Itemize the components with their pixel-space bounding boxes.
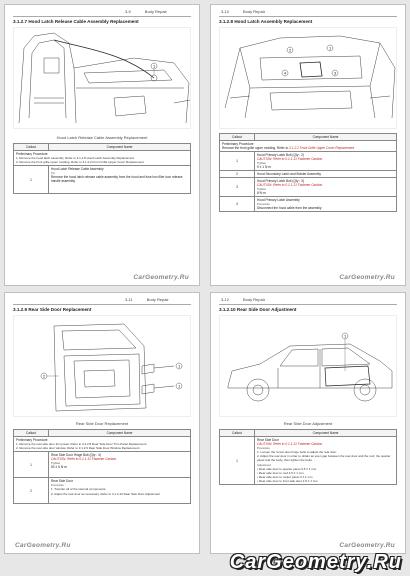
callout-number: 2	[220, 171, 255, 178]
figure-caption: Hood Latch Release Cable Assembly Replacement	[56, 135, 148, 140]
component-name: Rear Side Door Hinge Bolt (Qty : 4)	[51, 453, 101, 458]
section-title: 3.1.2.8 Hood Latch Assembly Replacement	[219, 19, 313, 24]
procedure-step-2: 2. Adjust the rear door as necessary. Refer to 3.1.2.10 Rear Side Door Adjustment	[51, 491, 161, 496]
page-number: 3-12	[221, 297, 230, 302]
callout-number: 1	[14, 166, 49, 194]
table-row	[220, 178, 397, 197]
torque-value: 8 N·m	[257, 191, 266, 195]
component-name: Hood Primary Latch Bolt (Qty : 2)	[257, 153, 304, 157]
prelim-step-2: 2. Remove the rear side door window. Refer to 3.1.2.9 Rear Side Door Window Replacement	[16, 446, 140, 451]
table-row	[220, 437, 397, 485]
section-name: Body Repair	[146, 297, 169, 302]
adjustment-spec: • Rear side door to roof 4.5 ± 1 mm	[257, 470, 304, 475]
manual-page-1	[4, 4, 200, 286]
callout-number: 1	[220, 437, 255, 485]
svg-text:1: 1	[178, 363, 181, 369]
torque-value: 50 ± 5 N·m	[51, 465, 67, 470]
callout-number: 2	[14, 478, 49, 504]
col-callout: Callout	[220, 134, 255, 141]
adjustment-spec: • Rear side door to front side door 4.5 ± 1 mm	[257, 479, 318, 484]
svg-text:1: 1	[178, 383, 181, 389]
page-header	[125, 297, 169, 302]
prelim-procedure	[220, 141, 397, 152]
adjustment-spec-text: Rear side door to rocker panel 4 ± 1 mm	[258, 475, 313, 480]
hood-latch-cable-figure	[13, 27, 191, 129]
procedure-step-1-text: Transfer all of the internal components.	[54, 487, 107, 492]
prelim-step-1: 1. Remove the hood latch assembly. Refer to 3.1.2.8 Hood Latch Assembly Replacement	[16, 156, 135, 160]
prelim-procedure	[14, 437, 191, 452]
page-number: 3-9	[125, 9, 131, 14]
prelim-step-2-text: Remove the rear side door window. Refer to 3.1.2.9 Rear Side Door Window Replacement	[19, 446, 140, 451]
component-cell	[49, 478, 191, 504]
rear-door-adjust-figure	[219, 315, 397, 417]
table-row	[14, 166, 191, 194]
prelim-text-body: Remove the front grille upper molding. Refer to	[222, 146, 289, 150]
col-callout: Callout	[220, 430, 255, 437]
col-callout: Callout	[14, 430, 49, 437]
col-component: Component Name	[49, 430, 191, 437]
component-cell	[255, 178, 397, 197]
component-table	[13, 143, 191, 194]
procedure-label: Procedure	[51, 483, 64, 488]
table-row	[220, 171, 397, 178]
section-title: 3.1.2.7 Hood Latch Release Cable Assembly Replacement	[13, 19, 139, 24]
table-row	[14, 437, 191, 452]
tighten-label: Tighten	[51, 461, 61, 466]
col-component: Component Name	[49, 144, 191, 151]
callout-number: 1	[220, 152, 255, 171]
rear-door-diagram	[14, 316, 194, 416]
tip-label: Tip	[51, 171, 55, 176]
page-header	[221, 297, 265, 302]
tighten-label: Tighten	[257, 187, 267, 191]
caution-note: CAUTION: Refer to 0.1.1.31 Fastener Caution.	[257, 183, 324, 187]
table-header-row	[220, 134, 397, 141]
component-table	[219, 133, 397, 212]
component-table	[219, 429, 397, 485]
procedure-steps	[257, 450, 394, 463]
watermark: CarGeometry.Ru	[15, 542, 71, 549]
procedure-step-1: 1. Loosen the 4 rear door hinge bolts to adjust the rear door.	[257, 450, 337, 454]
col-component: Component Name	[255, 134, 397, 141]
header-rule	[13, 304, 191, 305]
table-row	[220, 197, 397, 212]
adjustment-spec-text: Rear side door to quarter panel 3.5 ± 1 mm	[258, 466, 317, 471]
prelim-steps	[16, 442, 188, 450]
section-name: Body Repair	[243, 297, 266, 302]
component-name: Rear Side Door	[257, 438, 279, 442]
svg-text:2: 2	[289, 47, 292, 53]
prelim-label: Preliminary Procedure	[222, 142, 254, 146]
table-header-row	[220, 430, 397, 437]
section-name: Body Repair	[144, 9, 167, 14]
page-header	[221, 9, 265, 14]
page-header	[125, 9, 167, 14]
caution-note: CAUTION: Refer to 0.1.1.31 Fastener Caution.	[51, 457, 118, 462]
procedure-step-2-text: Adjust the rear door in order to obtain an even gap between the rear door and the roof, the quarter panel and the body, then tighten the bolts.	[257, 454, 391, 463]
prelim-reference-link[interactable]: 3.1.2.2 Front Grille Upper Cover Replacement	[289, 146, 355, 150]
section-title: 3.1.2.10 Rear Side Door Adjustment	[219, 307, 297, 312]
hood-latch-diagram	[220, 28, 400, 128]
table-row	[14, 452, 191, 478]
procedure-steps	[51, 487, 188, 495]
watermark: CarGeometry.Ru	[133, 274, 189, 281]
watermark: CarGeometry.Ru	[339, 274, 395, 281]
component-name: Hood Primary Latch Bolt (Qty : 3)	[257, 179, 304, 183]
svg-text:3: 3	[334, 70, 337, 76]
figure-caption: Rear Side Door Adjustment	[283, 421, 333, 426]
rear-door-figure	[13, 315, 191, 417]
procedure-label: Procedure	[257, 446, 270, 450]
callout-number: 3	[220, 178, 255, 197]
svg-text:2: 2	[43, 373, 46, 379]
component-name: Hood Secondary Latch and Bolster Assembly	[255, 171, 397, 178]
manual-page-3	[4, 292, 200, 554]
procedure-label: Procedure	[257, 202, 270, 206]
procedure-step-2-text: Adjust the rear door as necessary. Refer to 3.1.2.10 Rear Side Door Adjustment	[54, 491, 161, 496]
prelim-label: Preliminary Procedure	[16, 438, 48, 442]
table-row	[220, 152, 397, 171]
callout-number: 4	[220, 197, 255, 212]
manual-page-4	[210, 292, 406, 554]
svg-text:1: 1	[344, 333, 347, 339]
header-rule	[219, 304, 397, 305]
procedure-step-2: 2. Adjust the rear door in order to obtain an even gap between the rear door and the roof, the quarter panel and the body, then tighten the bolts.	[257, 454, 391, 463]
header-rule	[219, 16, 397, 17]
component-cell	[49, 452, 191, 478]
table-row	[14, 478, 191, 504]
svg-text:1: 1	[153, 63, 156, 69]
component-name: Rear Side Door	[51, 479, 73, 484]
procedure-step-1-text: Loosen the 4 rear door hinge bolts to adjust the rear door.	[260, 450, 337, 454]
col-component: Component Name	[255, 430, 397, 437]
header-rule	[13, 16, 191, 17]
component-table	[13, 429, 191, 504]
component-name: Hood Latch Release Cable Assembly	[51, 167, 104, 172]
prelim-step-2-text: Remove the front grille upper molding. Refer to 3.1.2.2 Front Grille Upper Cover Replacement	[19, 160, 144, 165]
component-cell	[255, 437, 397, 485]
adjustment-label: Adjustment	[257, 462, 271, 467]
hood-latch-cable-diagram	[14, 28, 194, 128]
prelim-step-2: 2. Remove the front grille upper molding. Refer to 3.1.2.2 Front Grille Upper Cover Replacement	[16, 160, 144, 165]
col-callout: Callout	[14, 144, 49, 151]
manual-page-2	[210, 4, 406, 286]
component-name: Hood Primary Latch Assembly	[257, 198, 300, 202]
prelim-steps	[16, 156, 188, 164]
svg-text:4: 4	[284, 70, 287, 76]
prelim-text	[222, 146, 394, 150]
adjustment-spec: • Rear side door to rocker panel 4 ± 1 mm	[257, 475, 313, 480]
procedure-step-1: 1. Transfer all of the internal components.	[51, 487, 107, 492]
callout-number: 1	[14, 452, 49, 478]
table-header-row	[14, 430, 191, 437]
table-row	[14, 151, 191, 166]
prelim-step-1-text: Remove the rear side door trim panel. Refer to 3.4.2.8 Rear Side Door Trim Panel Replacement	[19, 442, 147, 446]
torque-value: 9 ± 1 N·m	[257, 165, 271, 169]
section-name: Body Repair	[243, 9, 266, 14]
adjustment-spec-text: Rear side door to roof 4.5 ± 1 mm	[258, 470, 304, 475]
table-row	[220, 141, 397, 152]
adjustment-spec: • Rear side door to quarter panel 3.5 ± 1 mm	[257, 466, 317, 471]
prelim-procedure	[14, 151, 191, 166]
svg-text:1: 1	[329, 45, 332, 51]
component-description: Remove the hood latch release cable assembly from the hood and fuse box filler icon release handle assembly.	[51, 175, 183, 184]
brand-logo: CarGeometry.Ru	[229, 551, 402, 573]
component-cell	[255, 152, 397, 171]
adjustment-spec-text: Rear side door to front side door 4.5 ± 1 mm	[258, 479, 318, 484]
figure-caption: Rear Side Door Replacement	[75, 421, 129, 426]
hood-latch-figure	[219, 27, 397, 129]
section-title: 3.1.2.9 Rear Side Door Replacement	[13, 307, 92, 312]
page-number: 3-11	[125, 297, 133, 302]
component-cell	[255, 197, 397, 212]
page-number: 3-10	[221, 9, 230, 14]
watermark: CarGeometry.Ru	[339, 542, 395, 549]
table-header-row	[14, 144, 191, 151]
adjustment-specs	[257, 467, 394, 484]
vehicle-side-diagram	[220, 316, 400, 416]
prelim-step-1: 1. Remove the rear side door trim panel. Refer to 3.4.2.8 Rear Side Door Trim Panel Replacement	[16, 442, 147, 446]
component-description: Disconnect the hood cable from the assembly.	[257, 206, 323, 210]
prelim-step-1-text: Remove the hood latch assembly. Refer to 3.1.2.8 Hood Latch Assembly Replacement	[19, 156, 135, 160]
caution-note: CAUTION: Refer to 0.1.1.31 Fastener Caution.	[257, 157, 324, 161]
tighten-label: Tighten	[257, 161, 267, 165]
prelim-label: Preliminary Procedure	[16, 152, 48, 156]
caution-note: CAUTION: Refer to 0.1.1.31 Fastener Caution.	[257, 442, 324, 446]
component-cell	[49, 166, 191, 194]
